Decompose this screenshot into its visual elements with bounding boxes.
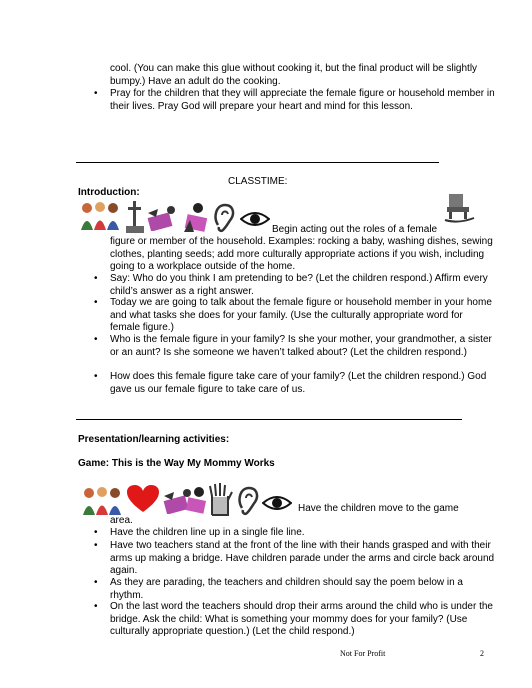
bullet-marker: • bbox=[94, 527, 98, 538]
bullet-marker: • bbox=[94, 88, 98, 99]
game-text: area. bbox=[110, 515, 133, 526]
classtime-bullet: Say: Who do you think I am pretending to be? (Let the children respond.) Affirm every child’s answer as a right answer. bbox=[110, 273, 488, 297]
eye-icon bbox=[240, 211, 270, 227]
top-bullet-pray: Pray for the children that they will appreciate the female figure or household member in their lives. Pray God will prepare your heart and mind for this lesson. bbox=[110, 88, 495, 112]
introduction-label: Introduction: bbox=[78, 187, 140, 198]
bullet-marker: • bbox=[94, 540, 98, 551]
top-paragraph: cool. (You can make this glue without cooking it, but the final product will be slightly bumpy.) Have an adult do the cooking. bbox=[110, 63, 478, 87]
rocking-chair-icon bbox=[444, 193, 476, 223]
classtime-bullet: Who is the female figure in your family? Is she your mother, your grandmother, a sister or an aunt? Is she someone we haven’t talked about? (Let the children respond.) bbox=[110, 334, 492, 358]
ear-icon bbox=[236, 486, 260, 516]
game-title: Game: This is the Way My Mommy Works bbox=[78, 458, 275, 469]
cross-bible-icon bbox=[124, 200, 146, 234]
ear-icon bbox=[212, 203, 236, 233]
bullet-marker: • bbox=[94, 601, 98, 612]
hands-craft-icon bbox=[146, 203, 180, 231]
children-group-icon bbox=[78, 200, 122, 232]
raised-hand-icon bbox=[206, 482, 234, 516]
eye-icon bbox=[262, 495, 292, 511]
game-bullet: On the last word the teachers should drop their arms around the child who is under the bridge. Ask the child: What is something your mommy does for your family? (Use culturally appropriate question.) (Let the child respond.) bbox=[110, 601, 493, 637]
game-bullet: Have two teachers stand at the front of the line with their hands grasped and with their arms up making a bridge. Have children parade under the arms and circle back around again. bbox=[110, 540, 495, 576]
page-number: 2 bbox=[480, 649, 484, 658]
game-bullet: Have the children line up in a single file line. bbox=[110, 527, 305, 538]
game-text-line1: Have the children move to the game bbox=[298, 503, 459, 514]
game-bullet: As they are parading, the teachers and children should say the poem below in a rhythm. bbox=[110, 577, 463, 601]
heart-icon bbox=[126, 484, 160, 514]
section-divider bbox=[76, 419, 462, 420]
children-group-icon bbox=[80, 485, 124, 517]
bullet-marker: • bbox=[94, 297, 98, 308]
section-divider bbox=[76, 162, 439, 163]
classtime-bullet: How does this female figure take care of your family? (Let the children respond.) God gave us our female figure to take care of us. bbox=[110, 371, 487, 395]
bullet-marker: • bbox=[94, 273, 98, 284]
classtime-bullet: Today we are going to talk about the female figure or household member in your home and what tasks she does for your family. (Use the culturally appropriate word for female figure.) bbox=[110, 297, 492, 333]
classtime-heading: CLASSTIME: bbox=[228, 176, 288, 187]
presentation-heading: Presentation/learning activities: bbox=[78, 434, 230, 445]
bullet-marker: • bbox=[94, 334, 98, 345]
intro-text-line1: Begin acting out the roles of a female bbox=[272, 224, 438, 235]
intro-text: figure or member of the household. Examples: rocking a baby, washing dishes, sewing clothes, planting seeds; add more culturally appropriate actions if you wish, including going to a workplace outside of the home. bbox=[110, 236, 493, 272]
bullet-marker: • bbox=[94, 371, 98, 382]
hands-craft-icon bbox=[180, 202, 210, 234]
bullet-marker: • bbox=[94, 577, 98, 588]
footer-note: Not For Profit bbox=[340, 649, 386, 658]
